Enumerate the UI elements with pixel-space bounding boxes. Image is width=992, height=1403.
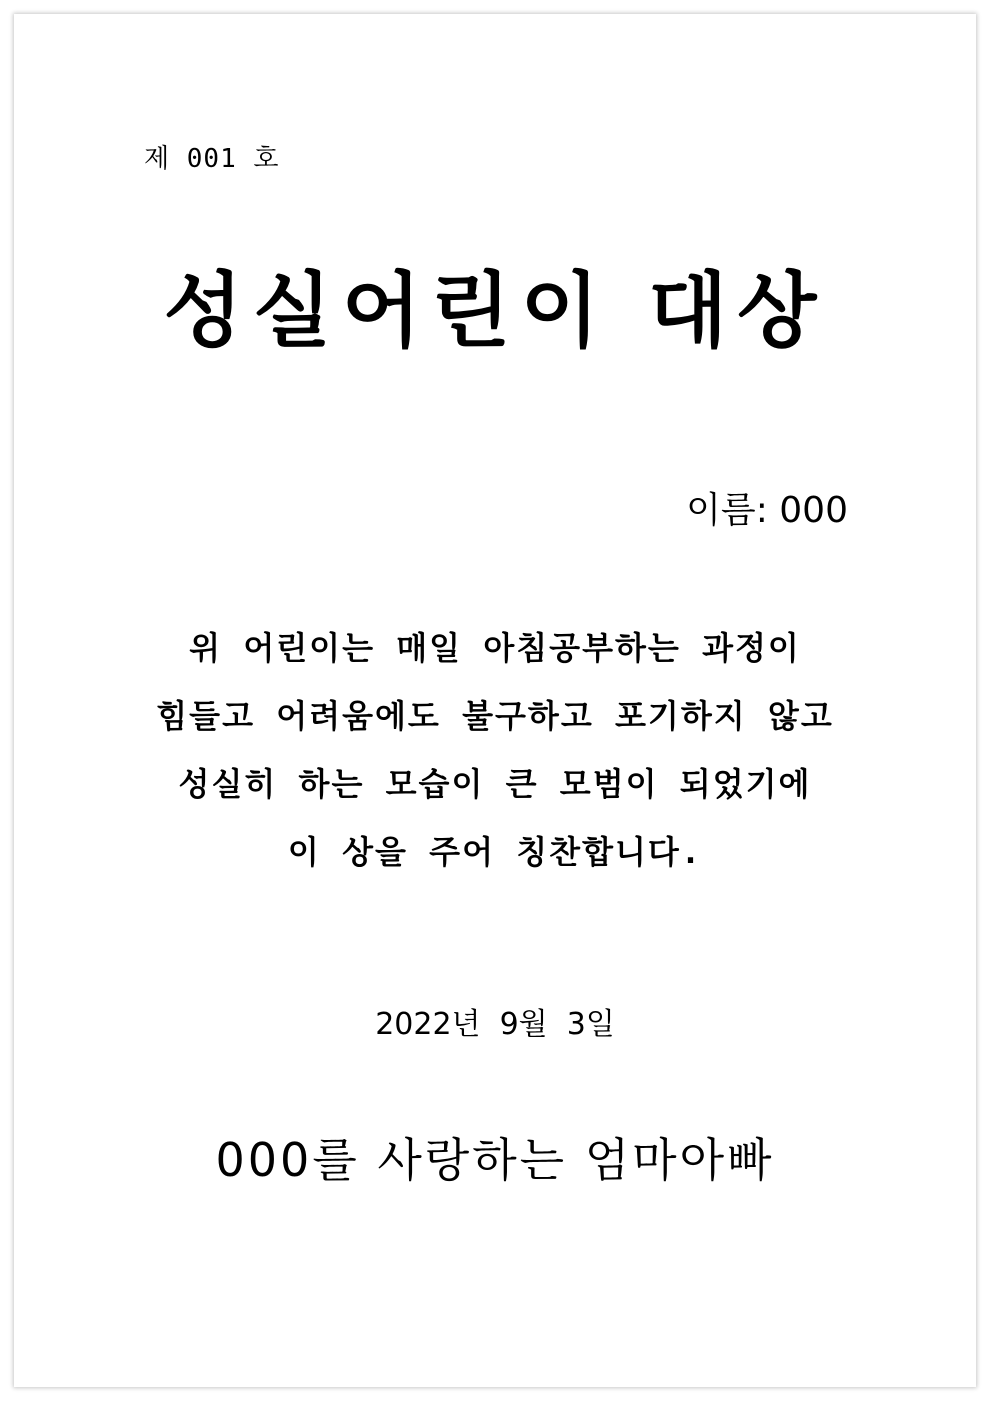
certificate-body bbox=[14, 614, 976, 886]
certificate-number: 제 001 호 bbox=[144, 144, 280, 174]
body-line: 이 상을 주어 칭찬합니다. bbox=[287, 833, 703, 871]
certificate-title: 성실어린이 대상 bbox=[163, 264, 827, 359]
award-date: 2022년 9월 3일 bbox=[375, 1007, 615, 1042]
presenter-line: 000를 사랑하는 엄마아빠 bbox=[215, 1133, 775, 1187]
body-line: 성실히 하는 모습이 큰 모범이 되었기에 bbox=[178, 765, 812, 803]
body-line: 위 어린이는 매일 아침공부하는 과정이 bbox=[189, 629, 801, 667]
certificate-page bbox=[14, 14, 976, 1387]
body-line: 힘들고 어려움에도 불구하고 포기하지 않고 bbox=[156, 697, 834, 735]
recipient-name: 이름: 000 bbox=[686, 490, 848, 531]
